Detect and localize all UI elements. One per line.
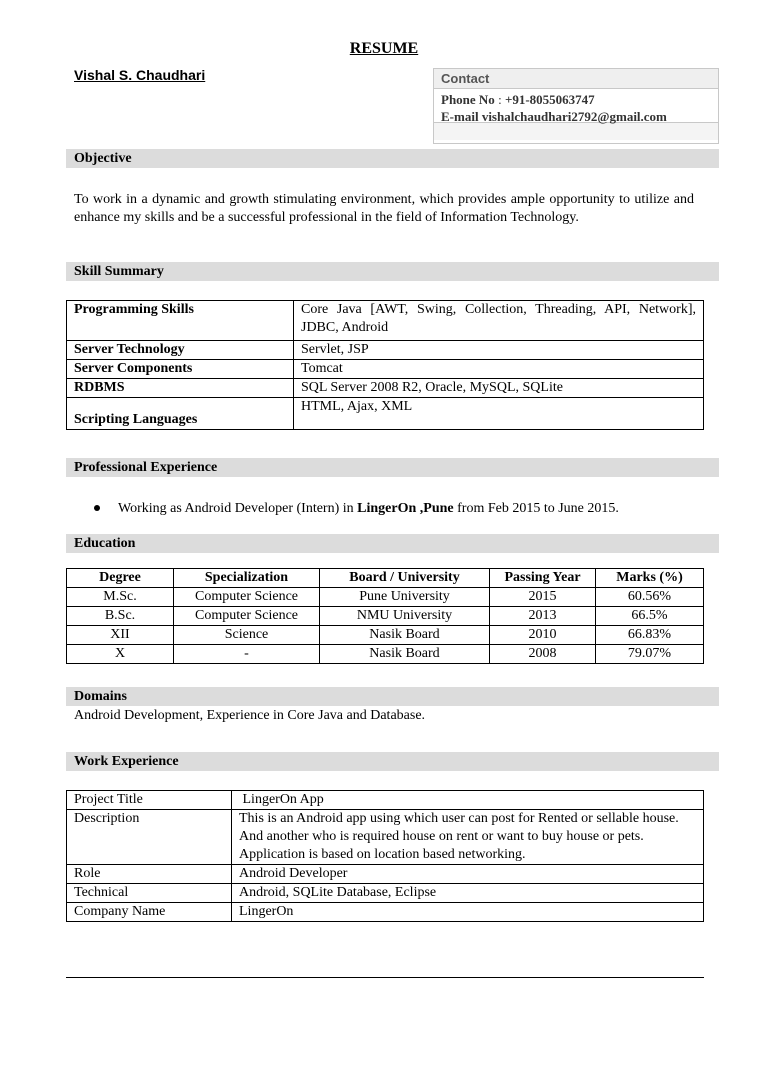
contact-empty-row: [434, 123, 718, 140]
skill-key: Programming Skills: [67, 301, 294, 341]
table-cell: 66.5%: [596, 607, 704, 626]
work-value: This is an Android app using which user can post for Rented or sellable house. And another who is required house on rent or want to buy house or pets. Application is based on location based networking.: [232, 810, 704, 865]
table-row: [67, 379, 704, 398]
table-row: [67, 865, 704, 884]
work-key: Role: [67, 865, 232, 884]
skill-key: Scripting Languages: [67, 398, 294, 430]
section-objective: Objective: [66, 149, 719, 168]
experience-company: LingerOn ,Pune: [357, 501, 454, 516]
contact-details: [434, 89, 718, 123]
table-row: [67, 301, 704, 341]
table-row: [67, 607, 704, 626]
bullet-icon: [94, 505, 100, 511]
column-header: Passing Year: [490, 569, 596, 588]
section-education: Education: [66, 534, 719, 553]
table-cell: 2015: [490, 588, 596, 607]
table-cell: X: [67, 645, 174, 664]
table-cell: XII: [67, 626, 174, 645]
table-cell: -: [174, 645, 320, 664]
skill-key: Server Technology: [67, 341, 294, 360]
table-row: [67, 884, 704, 903]
experience-item: [94, 501, 619, 517]
work-table: [66, 790, 704, 922]
contact-box: [433, 68, 719, 144]
table-cell: B.Sc.: [67, 607, 174, 626]
work-key: Project Title: [67, 791, 232, 810]
work-value: Android, SQLite Database, Eclipse: [232, 884, 704, 903]
table-cell: 2008: [490, 645, 596, 664]
table-row: [67, 791, 704, 810]
table-row: [67, 341, 704, 360]
phone-line: [441, 91, 718, 108]
work-value: LingerOn: [232, 903, 704, 922]
candidate-name: Vishal S. Chaudhari: [74, 67, 206, 83]
table-cell: Nasik Board: [320, 645, 490, 664]
work-key: Company Name: [67, 903, 232, 922]
table-cell: 2010: [490, 626, 596, 645]
table-row: [67, 903, 704, 922]
skill-value: SQL Server 2008 R2, Oracle, MySQL, SQLite: [294, 379, 704, 398]
table-row: [67, 810, 704, 865]
table-cell: Computer Science: [174, 607, 320, 626]
table-row: [67, 588, 704, 607]
column-header: Marks (%): [596, 569, 704, 588]
table-cell: 66.83%: [596, 626, 704, 645]
table-cell: Pune University: [320, 588, 490, 607]
skill-value: Tomcat: [294, 360, 704, 379]
work-key: Technical: [67, 884, 232, 903]
skill-key: RDBMS: [67, 379, 294, 398]
table-row: [67, 398, 704, 430]
table-cell: Science: [174, 626, 320, 645]
column-header: Degree: [67, 569, 174, 588]
skills-table: [66, 300, 704, 430]
section-work-experience: Work Experience: [66, 752, 719, 771]
table-cell: 79.07%: [596, 645, 704, 664]
phone-value: +91-8055063747: [504, 92, 595, 107]
work-key: Description: [67, 810, 232, 865]
skill-value: Core Java [AWT, Swing, Collection, Threading, API, Network], JDBC, Android: [294, 301, 704, 341]
column-header: Specialization: [174, 569, 320, 588]
footer-divider: [66, 977, 704, 978]
skill-key: Server Components: [67, 360, 294, 379]
email-label: E-mail: [441, 109, 479, 124]
skill-value: Servlet, JSP: [294, 341, 704, 360]
section-skill-summary: Skill Summary: [66, 262, 719, 281]
work-value: LingerOn App: [232, 791, 704, 810]
objective-text: To work in a dynamic and growth stimulating environment, which provides ample opportunity to utilize and enhance my skills and be a successful professional in the field of Information Technology.: [74, 192, 694, 225]
column-header: Board / University: [320, 569, 490, 588]
table-row: [67, 645, 704, 664]
section-professional-experience: Professional Experience: [66, 458, 719, 477]
work-value: Android Developer: [232, 865, 704, 884]
education-table: [66, 568, 704, 664]
contact-heading: Contact: [434, 69, 718, 89]
email-value: vishalchaudhari2792@gmail.com: [481, 109, 667, 124]
table-cell: Computer Science: [174, 588, 320, 607]
resume-title: RESUME: [349, 40, 419, 57]
experience-text-post: from Feb 2015 to June 2015.: [453, 501, 619, 516]
skill-value: HTML, Ajax, XML: [294, 398, 704, 430]
table-cell: 60.56%: [596, 588, 704, 607]
section-domains: Domains: [66, 687, 719, 706]
table-header-row: [67, 569, 704, 588]
phone-separator: :: [494, 92, 505, 107]
table-row: [67, 626, 704, 645]
table-row: [67, 360, 704, 379]
table-cell: 2013: [490, 607, 596, 626]
table-cell: Nasik Board: [320, 626, 490, 645]
table-cell: NMU University: [320, 607, 490, 626]
table-cell: M.Sc.: [67, 588, 174, 607]
domains-text: Android Development, Experience in Core Java and Database.: [74, 708, 426, 723]
experience-text-pre: Working as Android Developer (Intern) in: [118, 501, 358, 516]
phone-label: Phone No: [441, 92, 495, 107]
